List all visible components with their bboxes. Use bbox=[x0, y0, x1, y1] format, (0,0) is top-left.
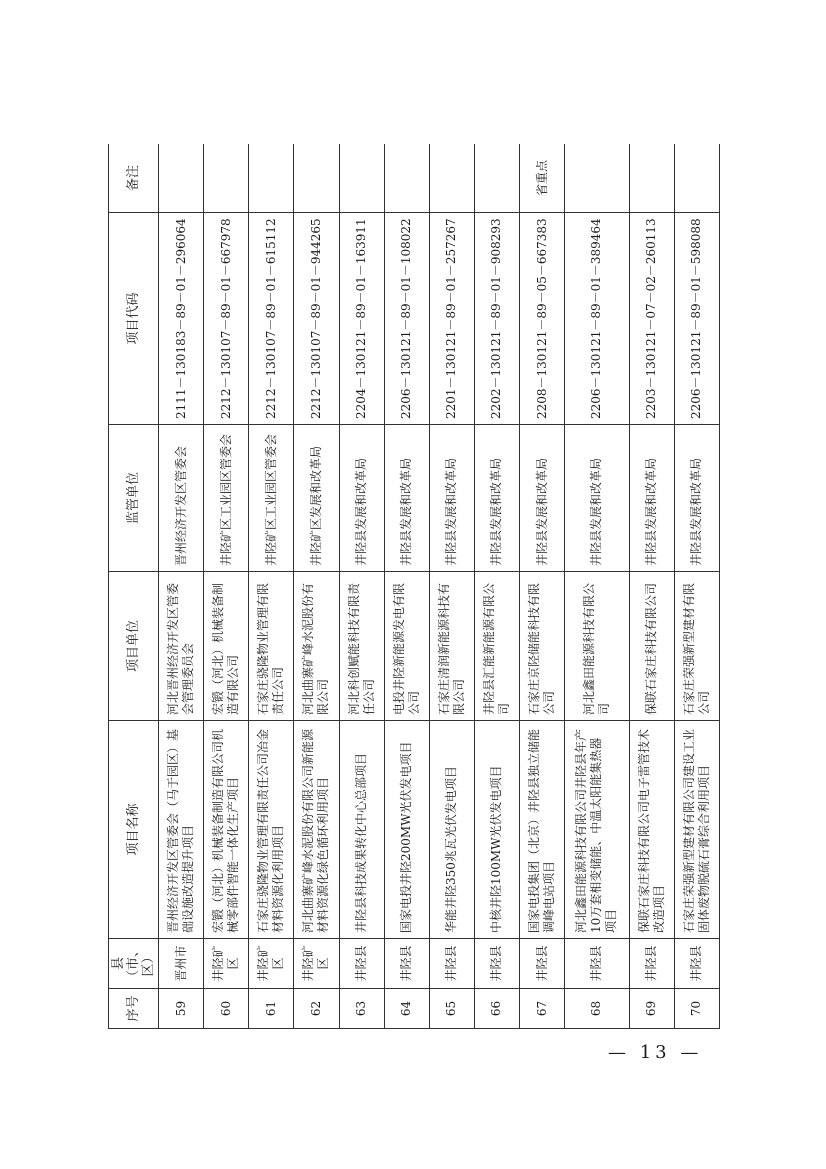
cell-project-code: 2201－130121－89－01－257267 bbox=[429, 213, 474, 425]
cell-county: 井陉县 bbox=[339, 939, 384, 989]
cell-remark bbox=[474, 144, 519, 213]
cell-county: 井陉县 bbox=[674, 939, 719, 989]
cell-county: 井陉县 bbox=[629, 939, 674, 989]
table-row bbox=[204, 144, 249, 1029]
project-table bbox=[108, 144, 720, 1029]
cell-project-name: 石家庄荣强新型建材有限公司建设工业固体废物脱硫石膏综合利用项目 bbox=[674, 721, 719, 939]
cell-project-name: 国家电投集团（北京）井陉县独立储能调峰电站项目 bbox=[520, 721, 565, 939]
cell-project-unit: 保联石家庄科技有限公司 bbox=[629, 572, 674, 721]
cell-supervisor: 井陉县发展和改革局 bbox=[384, 425, 429, 572]
cell-no: 59 bbox=[159, 989, 204, 1029]
cell-no: 69 bbox=[629, 989, 674, 1029]
cell-remark bbox=[384, 144, 429, 213]
header-supervisor: 监管单位 bbox=[109, 425, 159, 572]
cell-no: 70 bbox=[674, 989, 719, 1029]
cell-project-name: 河北鑫田能源科技有限公司井陉县年产10万套相变储能、中温太阳能集热器项目 bbox=[565, 721, 629, 939]
cell-no: 68 bbox=[565, 989, 629, 1029]
rotated-table-frame bbox=[108, 144, 720, 1029]
cell-project-name: 石家庄骁隆物业管理有限责任公司冶金材料资源化利用项目 bbox=[249, 721, 294, 939]
cell-project-code: 2212－130107－89－01－615112 bbox=[249, 213, 294, 425]
cell-supervisor: 井陉县发展和改革局 bbox=[339, 425, 384, 572]
table-row bbox=[474, 144, 519, 1029]
cell-project-code: 2206－130121－89－01－108022 bbox=[384, 213, 429, 425]
header-project-code: 项目代码 bbox=[109, 213, 159, 425]
cell-supervisor: 晋州经济开发区管委会 bbox=[159, 425, 204, 572]
cell-project-name: 国家电投井陉200MW光伏发电项目 bbox=[384, 721, 429, 939]
header-no: 序号 bbox=[109, 989, 159, 1029]
table-row bbox=[249, 144, 294, 1029]
cell-project-unit: 石家庄骁隆物业管理有限责任公司 bbox=[249, 572, 294, 721]
cell-project-code: 2212－130107－89－01－944265 bbox=[294, 213, 339, 425]
cell-project-code: 2206－130121－89－01－598088 bbox=[674, 213, 719, 425]
header-project-unit: 项目单位 bbox=[109, 572, 159, 721]
cell-remark bbox=[565, 144, 629, 213]
cell-no: 61 bbox=[249, 989, 294, 1029]
cell-project-name: 中核井陉100MW光伏发电项目 bbox=[474, 721, 519, 939]
cell-project-code: 2203－130121－07－02－260113 bbox=[629, 213, 674, 425]
cell-project-name: 晋州经济开发区管委会（马于园区）基础设施改造提升项目 bbox=[159, 721, 204, 939]
table-row bbox=[339, 144, 384, 1029]
cell-project-unit: 河北曲寨矿峰水泥股份有限公司 bbox=[294, 572, 339, 721]
cell-project-code: 2202－130121－89－01－908293 bbox=[474, 213, 519, 425]
cell-project-name: 井陉县科技成果转化中心总部项目 bbox=[339, 721, 384, 939]
table-header-row bbox=[109, 144, 159, 1029]
table-row bbox=[159, 144, 204, 1029]
cell-no: 65 bbox=[429, 989, 474, 1029]
rotated-table-container bbox=[108, 144, 720, 1029]
cell-project-code: 2206－130121－89－01－389464 bbox=[565, 213, 629, 425]
cell-project-code: 2204－130121－89－01－163911 bbox=[339, 213, 384, 425]
cell-remark bbox=[674, 144, 719, 213]
cell-county: 井陉矿区 bbox=[249, 939, 294, 989]
table-row bbox=[674, 144, 719, 1029]
cell-supervisor: 井陉县发展和改革局 bbox=[429, 425, 474, 572]
cell-no: 66 bbox=[474, 989, 519, 1029]
cell-remark bbox=[294, 144, 339, 213]
cell-remark bbox=[339, 144, 384, 213]
cell-remark bbox=[249, 144, 294, 213]
cell-supervisor: 井陉县发展和改革局 bbox=[565, 425, 629, 572]
cell-no: 62 bbox=[294, 989, 339, 1029]
page-number: — 13 — bbox=[608, 1042, 703, 1063]
cell-project-unit: 电投井陉新能源发电有限公司 bbox=[384, 572, 429, 721]
cell-county: 井陉县 bbox=[429, 939, 474, 989]
header-county: 县（市、区） bbox=[109, 939, 159, 989]
cell-supervisor: 井陉矿区工业园区管委会 bbox=[249, 425, 294, 572]
cell-no: 60 bbox=[204, 989, 249, 1029]
table-row bbox=[565, 144, 629, 1029]
cell-no: 63 bbox=[339, 989, 384, 1029]
cell-project-name: 华能井陉350兆瓦光伏发电项目 bbox=[429, 721, 474, 939]
cell-county: 井陉县 bbox=[565, 939, 629, 989]
cell-supervisor: 井陉矿区发展和改革局 bbox=[294, 425, 339, 572]
cell-project-name: 宏锻（河北）机械装备制造有限公司机械零部件智能一体化生产项目 bbox=[204, 721, 249, 939]
cell-project-unit: 石家庄荣强新型建材有限公司 bbox=[674, 572, 719, 721]
cell-remark bbox=[204, 144, 249, 213]
cell-remark bbox=[429, 144, 474, 213]
cell-county: 井陉县 bbox=[474, 939, 519, 989]
cell-no: 67 bbox=[520, 989, 565, 1029]
table-row bbox=[294, 144, 339, 1029]
table-row bbox=[629, 144, 674, 1029]
table-row bbox=[520, 144, 565, 1029]
cell-project-unit: 河北鑫田能源科技有限公司 bbox=[565, 572, 629, 721]
cell-remark: 省重点 bbox=[520, 144, 565, 213]
cell-county: 井陉矿区 bbox=[294, 939, 339, 989]
cell-supervisor: 井陉县发展和改革局 bbox=[629, 425, 674, 572]
cell-supervisor: 井陉县发展和改革局 bbox=[520, 425, 565, 572]
cell-project-unit: 石家庄清润新能源科技有限公司 bbox=[429, 572, 474, 721]
cell-no: 64 bbox=[384, 989, 429, 1029]
table-row bbox=[384, 144, 429, 1029]
cell-county: 井陉县 bbox=[520, 939, 565, 989]
cell-remark bbox=[629, 144, 674, 213]
cell-project-code: 2212－130107－89－01－667978 bbox=[204, 213, 249, 425]
cell-project-code: 2208－130121－89－05－667383 bbox=[520, 213, 565, 425]
cell-supervisor: 井陉矿区工业园区管委会 bbox=[204, 425, 249, 572]
cell-supervisor: 井陉县发展和改革局 bbox=[674, 425, 719, 572]
cell-project-name: 河北曲寨矿峰水泥股份有限公司新能源材料资源化绿色循环利用项目 bbox=[294, 721, 339, 939]
cell-county: 井陉矿区 bbox=[204, 939, 249, 989]
cell-project-unit: 石家庄京陉储能科技有限公司 bbox=[520, 572, 565, 721]
cell-project-unit: 河北科创赋能科技有限责任公司 bbox=[339, 572, 384, 721]
cell-project-unit: 井陉县汇能新能源有限公司 bbox=[474, 572, 519, 721]
cell-county: 晋州市 bbox=[159, 939, 204, 989]
header-remark: 备注 bbox=[109, 144, 159, 213]
cell-project-code: 2111－130183－89－01－296064 bbox=[159, 213, 204, 425]
cell-county: 井陉县 bbox=[384, 939, 429, 989]
cell-remark bbox=[159, 144, 204, 213]
cell-project-unit: 河北晋州经济开发区管委会管理委员会 bbox=[159, 572, 204, 721]
table-row bbox=[429, 144, 474, 1029]
cell-supervisor: 井陉县发展和改革局 bbox=[474, 425, 519, 572]
header-project-name: 项目名称 bbox=[109, 721, 159, 939]
cell-project-name: 保联石家庄科技有限公司电子雷管技术改造项目 bbox=[629, 721, 674, 939]
cell-project-unit: 宏锻（河北）机械装备制造有限公司 bbox=[204, 572, 249, 721]
